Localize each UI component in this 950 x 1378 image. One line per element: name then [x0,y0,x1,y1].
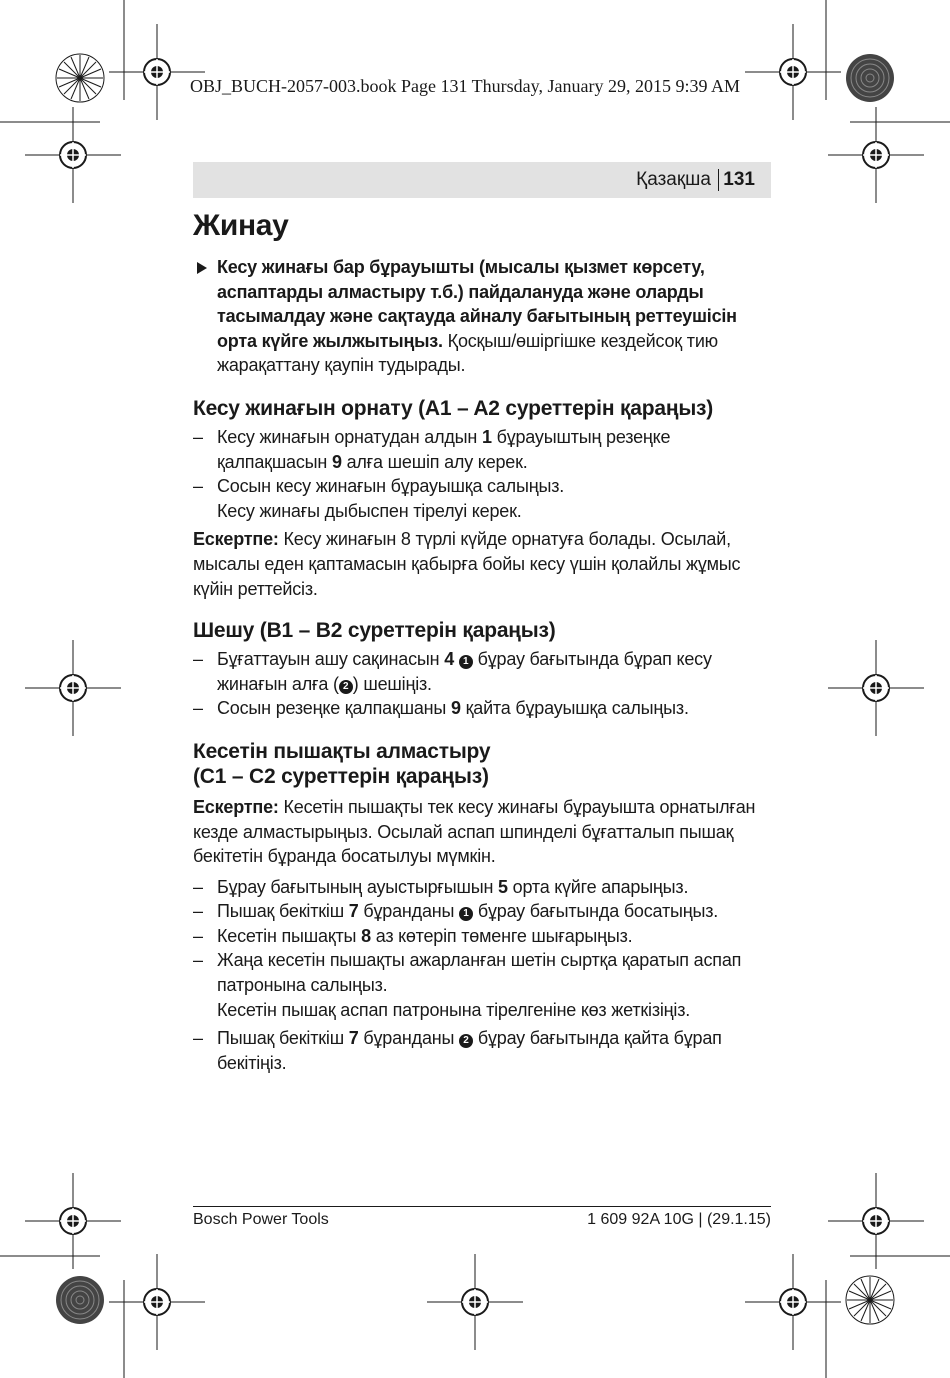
note-label: Ескертпе: [193,796,279,817]
part-number: 9 [331,451,342,472]
list-item [193,899,773,924]
book-header: OBJ_BUCH-2057-003.book Page 131 Thursday, January 29, 2015 9:39 AM [190,76,740,96]
list-item [193,647,773,696]
list-item [193,696,773,721]
step-text: Бұғаттауын ашу сақинасын [217,649,445,670]
dash-bullet: – [193,1028,203,1049]
remove-steps [193,647,773,721]
blade-steps [193,875,773,1076]
mount-note [193,527,773,601]
step-text: Кесу жинағы дыбыспен тірелуі керек. [217,500,522,521]
footer-brand: Bosch Power Tools [193,1211,329,1228]
section-heading-blade [193,739,773,789]
step-text: бұрау бағытында бұрап кесу жинағын алға ( [217,649,712,694]
note-label: Ескертпе: [193,529,279,550]
list-item [193,948,773,1022]
mount-steps [193,425,773,523]
footer-doc-id: 1 609 92A 10G | (29.1.15) [587,1211,771,1228]
page-title: Жинау [193,209,289,242]
dash-bullet: – [193,901,203,922]
step-text: орта күйге апарыңыз. [507,876,689,897]
step-text: Пышақ бекіткіш [217,1028,349,1049]
list-item [193,474,773,523]
step-text: Кесетін пышақ аспап патронына тірелгеніне көз жеткізіңіз. [217,999,691,1020]
step-text: қайта бұрауышқа салыңыз. [460,698,689,719]
step-text: аз көтеріп төменге шығарыңыз. [370,925,633,946]
warning-text: Қосқыш/өшіргішке кездейсоқ тию жарақаттану қаупін тудырады. [217,330,718,376]
list-item [193,924,773,949]
step-text: ) шешіңіз. [352,673,432,694]
step-text: Пышақ бекіткіш [217,901,349,922]
step-text: Сосын резеңке қалпақшаны [217,698,451,719]
dash-bullet: – [193,950,203,971]
note-text: Кесу жинағын 8 түрлі күйде орнатуға болады. Осылай, мысалы еден қаптамасын қабырға бойы кесу үшін қолайлы жұмыс күйін реттейсіз. [193,529,741,599]
language-bar [193,162,771,198]
step-text: бұрауыштың резеңке қалпақшасын [217,426,671,472]
step-text: бұранданы [358,1028,460,1049]
step-2-icon: 2 [339,680,353,694]
warning-bold-text: Кесу жинағы бар бұрауышты (мысалы қызмет көрсету, аспаптарды алмастыру т.б.) пайдалануда және оларды тасымалдау және сақтауда айналу бағытының реттеушісін орта күйге жылжытыңыз. [217,257,737,351]
step-text: бұрау бағытында босатыңыз. [473,901,719,922]
step-1-icon: 1 [459,907,473,921]
step-text: Кесу жинағын орнатудан алдын [217,426,482,447]
step-text: алға шешіп алу керек. [341,451,528,472]
step-text: бұрау бағытында қайта бұрап бекітіңіз. [217,1028,722,1073]
step-text: Жаңа кесетін пышақты ажарланған шетін сыртқа қаратып аспап патронына салыңыз. [217,950,742,996]
list-item [193,1026,773,1075]
section-heading-mount: Кесу жинағын орнату (A1 – A2 суреттерін қараңыз) [193,396,714,420]
step-1-icon: 1 [459,655,473,669]
dash-bullet: – [193,426,203,447]
step-2-icon: 2 [459,1034,473,1048]
dash-bullet: – [193,649,203,670]
part-number: 7 [348,901,359,922]
part-number: 7 [348,1028,359,1049]
step-text: бұранданы [358,901,460,922]
dash-bullet: – [193,925,203,946]
language-label: Қазақша [636,169,711,190]
warning-arrow-icon [197,262,207,274]
safety-warning [193,255,773,378]
blade-note [193,795,773,869]
heading-line: (C1 – C2 суреттерін қараңыз) [193,764,489,788]
part-number: 1 [481,426,492,447]
step-text: Бұрау бағытының ауыстырғышын [217,876,499,897]
step-text: Кесетін пышақты [217,925,362,946]
dash-bullet: – [193,698,203,719]
step-text: Сосын кесу жинағын бұрауышқа салыңыз. [217,476,565,497]
dash-bullet: – [193,876,203,897]
divider [718,169,719,191]
dash-bullet: – [193,476,203,497]
page-content [193,205,773,1075]
list-item [193,425,773,474]
part-number: 9 [450,698,461,719]
note-text: Кесетін пышақты тек кесу жинағы бұрауышта орнатылған кезде алмастырыңыз. Осылай аспап шпинделі бұғатталып пышақ бекітетін бұранда босатылуы мүмкін. [193,796,756,867]
footer-divider [193,1206,771,1207]
page-number: 131 [723,169,755,190]
list-item [193,875,773,900]
heading-line: Кесетін пышақты алмастыру [193,739,491,763]
part-number: 4 [444,649,455,670]
part-number: 8 [361,925,371,946]
part-number: 5 [498,876,508,897]
section-heading-remove: Шешу (B1 – B2 суреттерін қараңыз) [193,619,556,643]
